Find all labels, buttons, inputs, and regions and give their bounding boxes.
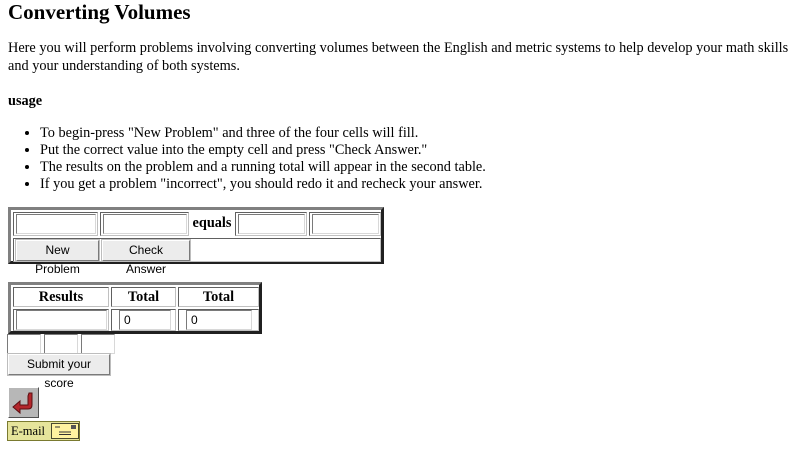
first-unit-field[interactable] (103, 214, 187, 234)
equals-label: equals (192, 215, 232, 231)
problem-table (8, 207, 384, 276)
page-title: Converting Volumes (8, 0, 191, 24)
email-label: E-mail (11, 424, 46, 438)
second-value-field[interactable] (238, 214, 305, 234)
total-correct-value-cell (178, 309, 259, 331)
results-table (8, 282, 262, 334)
results-header: Results (38, 289, 84, 305)
score-field-3[interactable] (81, 334, 115, 354)
total-correct-header: Total (202, 289, 235, 305)
list-item: • If you get a problem "incorrect", you should redo it and recheck your answer. (40, 176, 486, 193)
total-correct-field (186, 310, 252, 330)
total-done-header: Total (127, 289, 160, 305)
envelope-icon (51, 423, 79, 439)
list-item: • Put the correct value into the empty cell and press "Check Answer." (40, 142, 486, 159)
score-field-2[interactable] (44, 334, 78, 354)
back-button[interactable] (8, 387, 39, 418)
list-item: • To begin-press "New Problem" and three of the four cells will fill. (40, 125, 486, 142)
total-done-field (119, 310, 171, 330)
button-row (13, 238, 381, 276)
problem-cell-4 (309, 212, 381, 236)
list-item: • The results on the problem and a running total will appear in the second table. (40, 159, 486, 176)
results-field (16, 310, 107, 330)
problem-cell-3 (235, 212, 307, 236)
email-link[interactable] (7, 421, 80, 441)
intro-text: Here you will perform problems involving converting volumes between the English and metric systems to help develop your math skills and your understanding of both systems. (8, 40, 789, 74)
instructions-list (0, 125, 486, 193)
total-done-value-cell (111, 309, 176, 331)
problem-cell-2 (100, 212, 189, 236)
problem-cell-1 (13, 212, 98, 236)
second-unit-field[interactable] (312, 214, 379, 234)
results-value-cell (13, 309, 109, 331)
check-answer-button[interactable]: Check Answer (102, 240, 190, 261)
first-value-field[interactable] (16, 214, 96, 234)
submit-score-button[interactable]: Submit your score (8, 354, 110, 375)
usage-heading: usage (8, 93, 43, 109)
new-problem-button[interactable]: New Problem (16, 240, 99, 261)
score-field-1[interactable] (7, 334, 41, 354)
return-arrow-icon (9, 388, 38, 417)
